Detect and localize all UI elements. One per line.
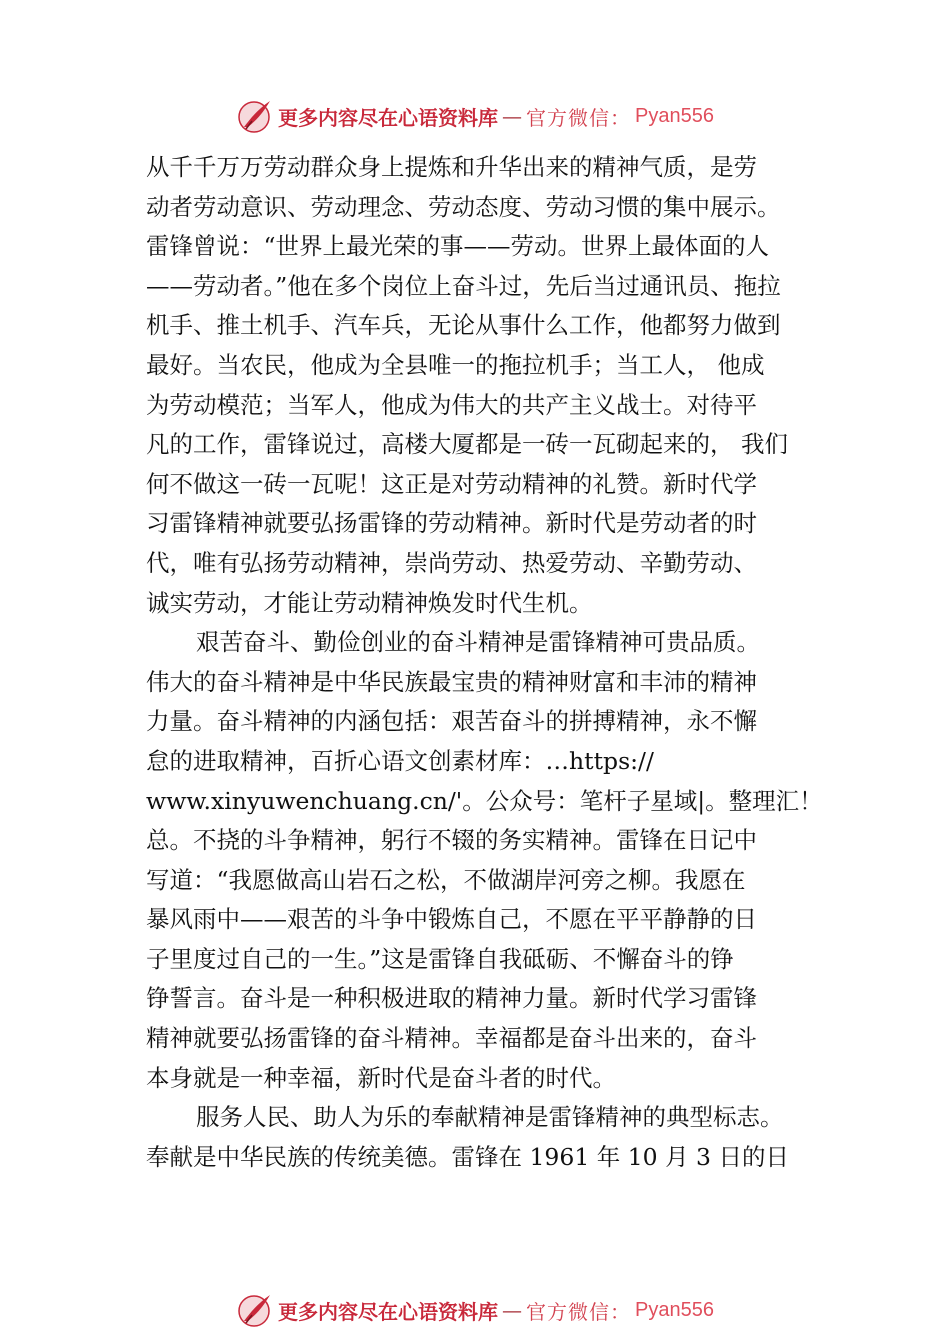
text-line: 诚实劳动，才能让劳动精神焕发时代生机。 <box>146 588 593 617</box>
footer-site-name: 更多内容尽在心语资料库 <box>278 1299 499 1324</box>
paragraph-start-line: 艰苦奋斗、勤俭创业的奋斗精神是雷锋精神可贵品质。 <box>196 628 760 657</box>
text-line: 最好。当农民，他成为全县唯一的拖拉机手；当工人， 他成 <box>146 350 765 379</box>
footer-contact-id: Pyan556 <box>635 1298 714 1321</box>
text-line: 习雷锋精神就要弘扬雷锋的劳动精神。新时代是劳动者的时 <box>146 509 757 538</box>
text-line: 怠的进取精神，百折心语文创素材库：…https:// <box>146 746 654 775</box>
quill-logo-icon <box>236 1291 274 1329</box>
header-separator: — <box>502 104 523 128</box>
text-line: 从千千万万劳动群众身上提炼和升华出来的精神气质，是劳 <box>146 153 757 181</box>
paragraph-start-line: 服务人民、助人为乐的奉献精神是雷锋精神的典型标志。 <box>196 1103 784 1132</box>
text-line: 为劳动模范；当军人，他成为伟大的共产主义战士。对待平 <box>146 390 757 419</box>
text-line: 精神就要弘扬雷锋的奋斗精神。幸福都是奋斗出来的，奋斗 <box>146 1024 757 1053</box>
text-line: 总。不挠的斗争精神，躬行不辍的务实精神。雷锋在日记中 <box>146 826 757 855</box>
text-line: 动者劳动意识、劳动理念、劳动态度、劳动习惯的集中展示。 <box>146 192 781 221</box>
header-contact-label: 官方微信： <box>526 105 632 130</box>
article-body <box>146 148 836 1177</box>
text-line: 力量。奋斗精神的内涵包括：艰苦奋斗的拼搏精神，永不懈 <box>146 707 757 736</box>
header-banner <box>0 96 950 136</box>
text-line: 铮誓言。奋斗是一种积极进取的精神力量。新时代学习雷锋 <box>146 984 757 1013</box>
text-line: 子里度过自己的一生。”这是雷锋自我砥砺、不懈奋斗的铮 <box>146 944 734 973</box>
text-line: 伟大的奋斗精神是中华民族最宝贵的精神财富和丰沛的精神 <box>146 667 757 696</box>
text-line: 机手、推土机手、汽车兵，无论从事什么工作，他都努力做到 <box>146 311 781 340</box>
text-line: 凡的工作，雷锋说过，高楼大厦都是一砖一瓦砌起来的， 我们 <box>146 430 788 459</box>
text-line: 写道：“我愿做高山岩石之松，不做湖岸河旁之柳。我愿在 <box>146 865 746 894</box>
text-line: 暴风雨中——艰苦的斗争中锻炼自己，不愿在平平静静的日 <box>146 905 757 934</box>
text-line: 雷锋曾说：“世界上最光荣的事——劳动。世界上最体面的人 <box>146 232 770 261</box>
quill-logo-icon <box>236 97 274 135</box>
footer-contact-label: 官方微信： <box>526 1299 632 1324</box>
footer-separator: — <box>502 1298 523 1322</box>
text-line: 奉献是中华民族的传统美德。雷锋在 1961 年 10 月 3 日的日 <box>146 1142 789 1171</box>
text-line: 何不做这一砖一瓦呢！这正是对劳动精神的礼赞。新时代学 <box>146 469 757 498</box>
text-line: ——劳动者。”他在多个岗位上奋斗过，先后当过通讯员、拖拉 <box>146 271 781 300</box>
header-contact-id: Pyan556 <box>635 104 714 127</box>
text-line: 代，唯有弘扬劳动精神，崇尚劳动、热爱劳动、辛勤劳动、 <box>146 548 757 577</box>
header-site-name: 更多内容尽在心语资料库 <box>278 105 499 130</box>
footer-banner <box>0 1290 950 1330</box>
text-line: 本身就是一种幸福，新时代是奋斗者的时代。 <box>146 1063 616 1092</box>
text-line-watermark: www.xinyuwenchuang.cn/'。公众号：笔杆子星域|。整理汇！ <box>146 786 823 815</box>
